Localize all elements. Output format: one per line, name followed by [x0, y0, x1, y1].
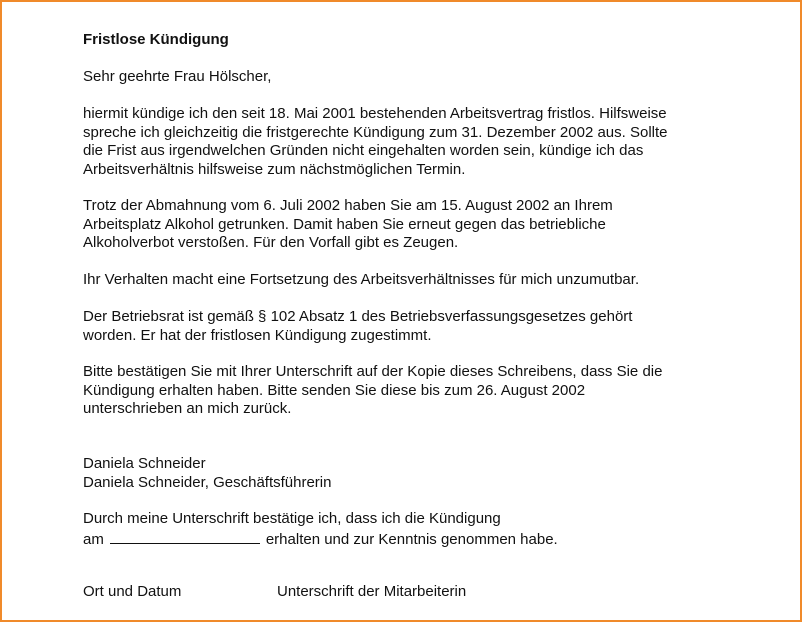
paragraph-2-line-1: Trotz der Abmahnung vom 6. Juli 2002 haben Sie am 15. August 2002 an Ihrem: [83, 197, 613, 214]
salutation: Sehr geehrte Frau Hölscher,: [83, 68, 272, 85]
letter-title: Fristlose Kündigung: [83, 31, 229, 48]
paragraph-4-line-1: Der Betriebsrat ist gemäß § 102 Absatz 1 des Betriebsverfassungsgesetzes gehört: [83, 308, 633, 325]
paragraph-4-line-2: worden. Er hat der fristlosen Kündigung zugestimmt.: [83, 326, 432, 344]
confirmation-line-1: Durch meine Unterschrift bestätige ich, dass ich die Kündigung: [83, 510, 501, 527]
paragraph-1-line-1: hiermit kündige ich den seit 18. Mai 2001 bestehenden Arbeitsvertrag fristlos. Hilfsweise: [83, 105, 667, 122]
place-date-label: Ort und Datum: [83, 583, 182, 600]
employee-signature-label: Unterschrift der Mitarbeiterin: [277, 583, 467, 600]
paragraph-1-line-4: Arbeitsverhältnis hilfsweise zum nächstmöglichen Termin.: [83, 160, 466, 178]
confirmation-am: am: [83, 530, 104, 548]
paragraph-5-line-3: unterschrieben an mich zurück.: [83, 400, 292, 417]
paragraph-1-line-3: die Frist aus irgendwelchen Gründen nicht eingehalten worden sein, kündige ich das: [83, 142, 644, 159]
signature-name: Daniela Schneider: [83, 455, 206, 472]
confirmation-line-2: [83, 529, 558, 550]
paragraph-2-line-3: Alkoholverbot verstoßen. Für den Vorfall gibt es Zeugen.: [83, 234, 459, 251]
signature-name-role: Daniela Schneider, Geschäftsführerin: [83, 473, 332, 491]
date-blank-line: [110, 529, 260, 544]
paragraph-1-line-2: spreche ich gleichzeitig die fristgerechte Kündigung zum 31. Dezember 2002 aus. Sollte: [83, 123, 668, 141]
paragraph-3-line-1: Ihr Verhalten macht eine Fortsetzung des Arbeitsverhältnisses für mich unzumutbar.: [83, 271, 640, 288]
confirmation-line-2-rest: erhalten und zur Kenntnis genommen habe.: [265, 530, 558, 548]
paragraph-2-line-2: Arbeitsplatz Alkohol getrunken. Damit haben Sie erneut gegen das betriebliche: [83, 215, 606, 233]
paragraph-5-line-1: Bitte bestätigen Sie mit Ihrer Unterschrift auf der Kopie dieses Schreibens, dass Sie die: [83, 363, 663, 380]
paragraph-5-line-2: Kündigung erhalten haben. Bitte senden Sie diese bis zum 26. August 2002: [83, 381, 586, 399]
